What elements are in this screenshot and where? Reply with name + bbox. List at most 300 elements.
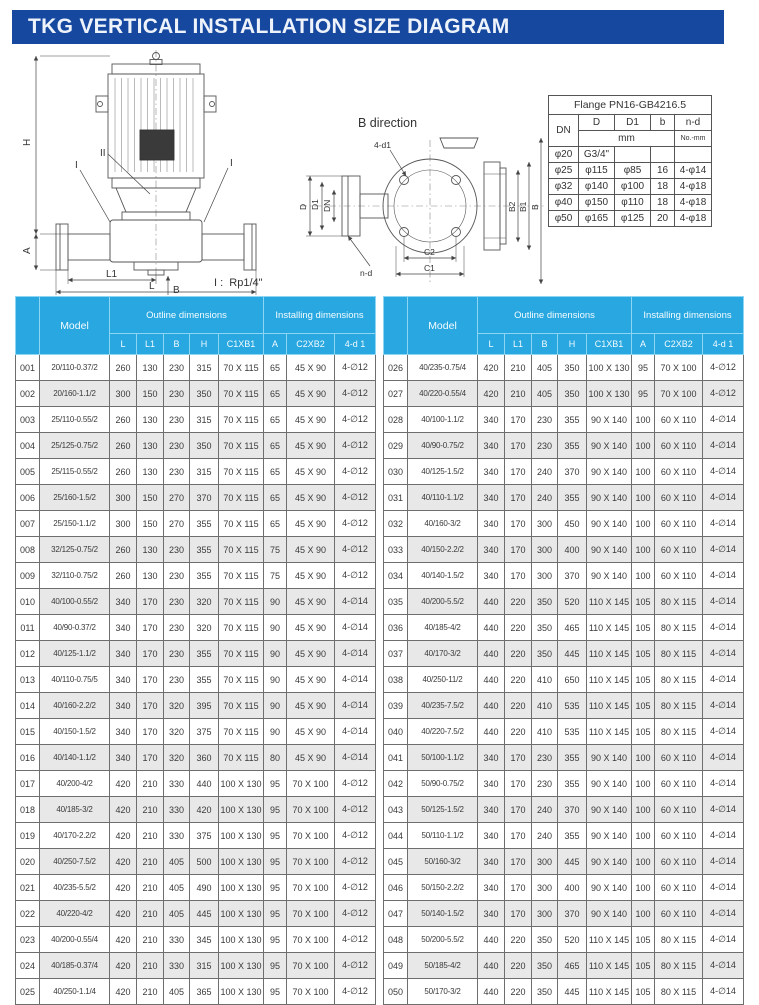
- col-c1xb1: C1XB1: [587, 334, 632, 355]
- dim-b-cell: 320: [164, 693, 190, 719]
- dim-4d1-cell: 4-∅12: [335, 797, 376, 823]
- dim-4d1-cell: 4-∅12: [335, 407, 376, 433]
- dim-l1-cell: 220: [505, 641, 532, 667]
- flange-d-cell: φ165: [579, 211, 615, 227]
- table-row: [16, 875, 376, 901]
- dim-c1xb1-cell: 70 X 115: [219, 745, 264, 771]
- dim-l-cell: 340: [478, 459, 505, 485]
- dim-b-cell: 300: [532, 849, 558, 875]
- row-num-cell: 047: [384, 901, 408, 927]
- dim-l-cell: 420: [110, 849, 137, 875]
- dim-l-cell: 340: [478, 875, 505, 901]
- flange-d1-cell: φ125: [615, 211, 651, 227]
- dim-b-cell: 330: [164, 953, 190, 979]
- dim-l1-cell: 210: [137, 849, 164, 875]
- dim-l1-cell: 220: [505, 953, 532, 979]
- flange-col-nd: n-d: [675, 115, 712, 131]
- dim-c2xb2-cell: 70 X 100: [655, 355, 703, 381]
- dim-l-cell: 260: [110, 563, 137, 589]
- num-column-header: [384, 297, 408, 355]
- model-cell: 20/110-0.37/2: [40, 355, 110, 381]
- model-cell: 40/110-0.75/5: [40, 667, 110, 693]
- dim-4d1-cell: 4-∅14: [703, 433, 744, 459]
- dim-l-cell: 260: [110, 407, 137, 433]
- dim-l-cell: 340: [478, 797, 505, 823]
- dim-4d1-cell: 4-∅14: [703, 693, 744, 719]
- dim-a-cell: 100: [632, 849, 655, 875]
- row-num-cell: 018: [16, 797, 40, 823]
- note-port-i: I : Rp1/4": [214, 277, 263, 289]
- row-num-cell: 036: [384, 615, 408, 641]
- dim-h-cell: 370: [558, 901, 587, 927]
- dim-a-label: A: [22, 247, 33, 254]
- dim-l1-cell: 170: [505, 823, 532, 849]
- dim-h-cell: 400: [558, 875, 587, 901]
- model-cell: 40/250-11/2: [408, 667, 478, 693]
- dim-c1xb1-cell: 100 X 130: [219, 771, 264, 797]
- dim-b-cell: 230: [164, 563, 190, 589]
- table-row: [16, 849, 376, 875]
- row-num-cell: 022: [16, 901, 40, 927]
- dim-h-cell: 350: [558, 355, 587, 381]
- model-cell: 32/110-0.75/2: [40, 563, 110, 589]
- flange-d1-cell: φ85: [615, 163, 651, 179]
- dim-a-cell: 65: [264, 355, 287, 381]
- dim-l1-cell: 220: [505, 615, 532, 641]
- dim-h-cell: 520: [558, 589, 587, 615]
- dim-a-cell: 75: [264, 563, 287, 589]
- dim-h-cell: 350: [190, 381, 219, 407]
- flange-nd-cell: 4-φ18: [675, 195, 712, 211]
- dim-b-cell: 240: [532, 485, 558, 511]
- col-c1xb1: C1XB1: [219, 334, 264, 355]
- model-cell: 40/160-3/2: [408, 511, 478, 537]
- dim-c1xb1-cell: 110 X 145: [587, 667, 632, 693]
- col-l1: L1: [137, 334, 164, 355]
- table-row: [16, 901, 376, 927]
- dim-c1xb1-cell: 70 X 115: [219, 511, 264, 537]
- dim-b-cell: 230: [164, 381, 190, 407]
- table-row: [16, 615, 376, 641]
- dim-c2xb2-cell: 80 X 115: [655, 719, 703, 745]
- col-l: L: [478, 334, 505, 355]
- dim-b-cell: 350: [532, 589, 558, 615]
- dim-h-cell: 395: [190, 693, 219, 719]
- dim-h-cell: 345: [190, 927, 219, 953]
- flange-col-b: b: [651, 115, 675, 131]
- table-row: [384, 719, 744, 745]
- row-num-cell: 025: [16, 979, 40, 1005]
- model-cell: 50/185-4/2: [408, 953, 478, 979]
- table-row: [384, 901, 744, 927]
- dim-b-cell: 405: [532, 381, 558, 407]
- dim-b-cell: 230: [164, 641, 190, 667]
- dim-4d1-cell: 4-∅14: [335, 589, 376, 615]
- table-row: [384, 381, 744, 407]
- flange-dn-cell: φ50: [549, 211, 579, 227]
- dim-4d1-cell: 4-∅12: [335, 953, 376, 979]
- dim-4d1-cell: 4-∅12: [335, 823, 376, 849]
- dim-l1-cell: 220: [505, 927, 532, 953]
- dim-c2xb2-cell: 60 X 110: [655, 797, 703, 823]
- row-num-cell: 017: [16, 771, 40, 797]
- dim-l-cell: 260: [110, 433, 137, 459]
- spec-table-left-container: [15, 296, 376, 1005]
- dim-c1xb1-cell: 70 X 115: [219, 667, 264, 693]
- dim-c1xb1-cell: 70 X 115: [219, 693, 264, 719]
- dim-l-cell: 440: [478, 615, 505, 641]
- table-row: [16, 433, 376, 459]
- dim-l1-cell: 170: [505, 901, 532, 927]
- table-row: [384, 563, 744, 589]
- model-column-header: Model: [408, 297, 478, 355]
- outline-dimensions-header: Outline dimensions: [110, 297, 264, 334]
- dim-h-cell: 375: [190, 719, 219, 745]
- row-num-cell: 028: [384, 407, 408, 433]
- model-cell: 40/90-0.75/2: [408, 433, 478, 459]
- dim-c2xb2-cell: 70 X 100: [287, 979, 335, 1005]
- row-num-cell: 016: [16, 745, 40, 771]
- dim-c2xb2-cell: 60 X 110: [655, 563, 703, 589]
- flange-col-d1: D1: [615, 115, 651, 131]
- dim-c1-label: C1: [424, 263, 435, 273]
- flange-nd-cell: [675, 147, 712, 163]
- model-cell: 50/100-1.1/2: [408, 745, 478, 771]
- model-cell: 50/200-5.5/2: [408, 927, 478, 953]
- flange-d1-cell: [615, 147, 651, 163]
- model-cell: 40/90-0.37/2: [40, 615, 110, 641]
- row-num-cell: 006: [16, 485, 40, 511]
- dim-c2xb2-cell: 45 X 90: [287, 433, 335, 459]
- dim-c1xb1-cell: 110 X 145: [587, 927, 632, 953]
- dim-l-cell: 340: [478, 485, 505, 511]
- flange-dn-cell: φ40: [549, 195, 579, 211]
- dim-4d1-cell: 4-∅14: [703, 745, 744, 771]
- flange-unit-nd: No.-mm: [675, 131, 712, 147]
- dim-l-cell: 440: [478, 667, 505, 693]
- flange-col-dn: DN: [549, 115, 579, 147]
- dim-l1-cell: 130: [137, 537, 164, 563]
- dim-c1xb1-cell: 70 X 115: [219, 615, 264, 641]
- dim-4d1-cell: 4-∅14: [703, 615, 744, 641]
- dim-c2xb2-cell: 45 X 90: [287, 485, 335, 511]
- dim-l1-cell: 170: [505, 849, 532, 875]
- table-row: [384, 927, 744, 953]
- flange-d-cell: G3/4": [579, 147, 615, 163]
- row-num-cell: 010: [16, 589, 40, 615]
- model-cell: 50/170-3/2: [408, 979, 478, 1005]
- dim-c2xb2-cell: 70 X 100: [287, 797, 335, 823]
- dim-4d1-cell: 4-∅14: [703, 927, 744, 953]
- dim-l1-cell: 210: [505, 355, 532, 381]
- dim-4d1-cell: 4-∅14: [703, 875, 744, 901]
- dim-l1-cell: 170: [505, 875, 532, 901]
- dim-l1-cell: 170: [505, 771, 532, 797]
- dim-c1xb1-cell: 70 X 115: [219, 641, 264, 667]
- model-cell: 40/235-5.5/2: [40, 875, 110, 901]
- flange-d-cell: φ140: [579, 179, 615, 195]
- dim-l1-cell: 170: [505, 537, 532, 563]
- dim-h-cell: 445: [558, 849, 587, 875]
- dim-4d1-cell: 4-∅12: [335, 511, 376, 537]
- row-num-cell: 033: [384, 537, 408, 563]
- dim-l-cell: 440: [478, 693, 505, 719]
- table-row: [384, 615, 744, 641]
- dim-b-cell: 230: [164, 433, 190, 459]
- dim-b-cell: 230: [532, 745, 558, 771]
- row-num-cell: 035: [384, 589, 408, 615]
- dim-b-cell: 410: [532, 667, 558, 693]
- label-ii: II: [100, 148, 106, 159]
- pump-body-lines: [56, 50, 256, 275]
- table-row: [16, 537, 376, 563]
- dim-b-cell: 405: [164, 901, 190, 927]
- dim-a-cell: 90: [264, 667, 287, 693]
- dim-b-cell: 230: [164, 589, 190, 615]
- dim-c2xb2-cell: 70 X 100: [287, 771, 335, 797]
- model-cell: 40/200-5.5/2: [408, 589, 478, 615]
- dim-c1xb1-cell: 90 X 140: [587, 407, 632, 433]
- dim-l-cell: 440: [478, 927, 505, 953]
- row-num-cell: 048: [384, 927, 408, 953]
- table-row: [16, 563, 376, 589]
- dim-b-cell: 230: [164, 355, 190, 381]
- dim-b1-label: B1: [518, 201, 528, 212]
- table-row: [16, 511, 376, 537]
- dim-4d1-cell: 4-∅12: [335, 979, 376, 1005]
- dim-l-cell: 340: [478, 563, 505, 589]
- dim-c2xb2-cell: 80 X 115: [655, 615, 703, 641]
- dim-c1xb1-cell: 90 X 140: [587, 901, 632, 927]
- dim-h-cell: 355: [190, 667, 219, 693]
- flange-dn-cell: φ20: [549, 147, 579, 163]
- col-h: H: [190, 334, 219, 355]
- dim-b-cell: 230: [164, 537, 190, 563]
- dim-c1xb1-cell: 100 X 130: [219, 927, 264, 953]
- dim-c1xb1-cell: 110 X 145: [587, 589, 632, 615]
- dim-a-cell: 105: [632, 927, 655, 953]
- dim-4d1-cell: 4-∅14: [335, 641, 376, 667]
- dim-c2xb2-cell: 80 X 115: [655, 927, 703, 953]
- dim-c2xb2-cell: 45 X 90: [287, 589, 335, 615]
- dim-b-cell: 405: [532, 355, 558, 381]
- row-num-cell: 003: [16, 407, 40, 433]
- dim-4d1-cell: 4-∅12: [335, 459, 376, 485]
- dim-4d1-cell: 4-∅12: [335, 849, 376, 875]
- dim-l1-cell: 170: [505, 797, 532, 823]
- dim-l-cell: 300: [110, 511, 137, 537]
- row-num-cell: 029: [384, 433, 408, 459]
- dim-c1xb1-cell: 70 X 115: [219, 719, 264, 745]
- dim-4d1-cell: 4-∅14: [703, 979, 744, 1005]
- dim-c1xb1-cell: 110 X 145: [587, 641, 632, 667]
- dim-l1-cell: 170: [505, 511, 532, 537]
- dim-a-cell: 100: [632, 485, 655, 511]
- dim-a-cell: 100: [632, 433, 655, 459]
- flange-unit-mm: mm: [579, 131, 675, 147]
- dim-c2xb2-cell: 45 X 90: [287, 693, 335, 719]
- dim-l-label: L: [149, 281, 155, 292]
- holes-annotation: 4-d1: [374, 140, 392, 150]
- dim-a-cell: 105: [632, 667, 655, 693]
- dim-c1xb1-cell: 90 X 140: [587, 537, 632, 563]
- flange-table-row: [549, 211, 712, 227]
- table-row: [16, 485, 376, 511]
- model-cell: 40/140-1.5/2: [408, 563, 478, 589]
- model-cell: 50/90-0.75/2: [408, 771, 478, 797]
- dim-c1xb1-cell: 90 X 140: [587, 771, 632, 797]
- dim-c1xb1-cell: 110 X 145: [587, 719, 632, 745]
- dim-b-cell: 405: [164, 849, 190, 875]
- row-num-cell: 042: [384, 771, 408, 797]
- row-num-cell: 046: [384, 875, 408, 901]
- dim-4d1-cell: 4-∅12: [335, 537, 376, 563]
- dim-b-cell: 405: [164, 979, 190, 1005]
- dim-l1-cell: 170: [505, 407, 532, 433]
- dim-b-cell: 330: [164, 823, 190, 849]
- model-cell: 40/160-2.2/2: [40, 693, 110, 719]
- dim-4d1-cell: 4-∅14: [703, 407, 744, 433]
- row-num-cell: 020: [16, 849, 40, 875]
- dim-l1-cell: 210: [137, 953, 164, 979]
- dim-c2xb2-cell: 80 X 115: [655, 641, 703, 667]
- dim-b-cell: 350: [532, 641, 558, 667]
- dim-c2-label: C2: [424, 247, 435, 257]
- dim-4d1-cell: 4-∅12: [335, 485, 376, 511]
- dim-h-cell: 375: [190, 823, 219, 849]
- table-row: [384, 537, 744, 563]
- dim-b-cell: 320: [164, 745, 190, 771]
- table-row: [16, 953, 376, 979]
- dim-l1-cell: 150: [137, 511, 164, 537]
- dim-c2xb2-cell: 45 X 90: [287, 381, 335, 407]
- dim-c1xb1-cell: 110 X 145: [587, 693, 632, 719]
- model-cell: 40/220-0.55/4: [408, 381, 478, 407]
- dim-b-cell: 230: [164, 615, 190, 641]
- dim-h-cell: 355: [558, 433, 587, 459]
- dim-l1-cell: 210: [137, 875, 164, 901]
- model-cell: 40/200-4/2: [40, 771, 110, 797]
- flange-table-title: Flange PN16-GB4216.5: [549, 96, 712, 115]
- dim-l1-label: L1: [106, 269, 118, 280]
- dim-l-cell: 340: [478, 745, 505, 771]
- dim-l1-cell: 210: [505, 381, 532, 407]
- dim-b-cell: 350: [532, 979, 558, 1005]
- dim-4d1-cell: 4-∅14: [703, 771, 744, 797]
- nd-annotation: n-d: [360, 268, 373, 278]
- dim-h-cell: 445: [190, 901, 219, 927]
- dim-b-cell: 300: [532, 875, 558, 901]
- dim-c2xb2-cell: 45 X 90: [287, 745, 335, 771]
- table-row: [384, 979, 744, 1005]
- dim-4d1-cell: 4-∅14: [335, 745, 376, 771]
- flange-table-row: [549, 163, 712, 179]
- model-cell: 50/125-1.5/2: [408, 797, 478, 823]
- dim-b-cell: 230: [164, 407, 190, 433]
- col-b: B: [164, 334, 190, 355]
- flange-dn-cell: φ32: [549, 179, 579, 195]
- dim-l-cell: 420: [110, 771, 137, 797]
- dim-a-cell: 100: [632, 823, 655, 849]
- dim-h-cell: 490: [190, 875, 219, 901]
- dim-l1-cell: 130: [137, 563, 164, 589]
- dim-4d1-cell: 4-∅12: [335, 381, 376, 407]
- dim-4d1-cell: 4-∅12: [703, 355, 744, 381]
- col-a: A: [632, 334, 655, 355]
- dim-c2xb2-cell: 80 X 115: [655, 979, 703, 1005]
- dim-a-cell: 100: [632, 771, 655, 797]
- model-cell: 40/170-3/2: [408, 641, 478, 667]
- dim-4d1-cell: 4-∅12: [335, 433, 376, 459]
- model-cell: 20/160-1.1/2: [40, 381, 110, 407]
- row-num-cell: 024: [16, 953, 40, 979]
- dim-h-cell: 315: [190, 953, 219, 979]
- spec-table-right-container: [383, 296, 744, 1005]
- dim-h-cell: 370: [558, 797, 587, 823]
- table-row: [384, 511, 744, 537]
- dim-d-label: D: [298, 203, 308, 210]
- table-row: [384, 641, 744, 667]
- flange-b-cell: 20: [651, 211, 675, 227]
- dim-4d1-cell: 4-∅12: [335, 563, 376, 589]
- model-cell: 50/160-3/2: [408, 849, 478, 875]
- dim-l1-cell: 150: [137, 485, 164, 511]
- model-cell: 40/140-1.1/2: [40, 745, 110, 771]
- dim-l-cell: 340: [110, 745, 137, 771]
- dim-b-cell: 270: [164, 485, 190, 511]
- flange-nd-cell: 4-φ18: [675, 179, 712, 195]
- dim-l-cell: 340: [478, 537, 505, 563]
- dim-a-cell: 95: [632, 381, 655, 407]
- dim-l1-cell: 130: [137, 355, 164, 381]
- dim-c2xb2-cell: 45 X 90: [287, 563, 335, 589]
- dim-l-cell: 420: [478, 355, 505, 381]
- model-cell: 40/150-1.5/2: [40, 719, 110, 745]
- dim-l-cell: 420: [110, 875, 137, 901]
- dim-c2xb2-cell: 60 X 110: [655, 407, 703, 433]
- table-row: [16, 589, 376, 615]
- dim-l1-cell: 130: [137, 433, 164, 459]
- row-num-cell: 002: [16, 381, 40, 407]
- dim-c1xb1-cell: 110 X 145: [587, 615, 632, 641]
- dim-b-cell: 230: [532, 771, 558, 797]
- dim-a-cell: 65: [264, 511, 287, 537]
- dim-b-cell: 240: [532, 459, 558, 485]
- installing-dimensions-header: Installing dimensions: [632, 297, 744, 334]
- flange-table-row: [549, 195, 712, 211]
- dim-c2xb2-cell: 45 X 90: [287, 459, 335, 485]
- model-cell: 40/235-0.75/4: [408, 355, 478, 381]
- dim-l-cell: 300: [110, 381, 137, 407]
- dim-h-cell: 315: [190, 355, 219, 381]
- dim-c1xb1-cell: 110 X 145: [587, 979, 632, 1005]
- dim-c2xb2-cell: 60 X 110: [655, 849, 703, 875]
- model-cell: 25/115-0.55/2: [40, 459, 110, 485]
- dim-c1xb1-cell: 100 X 130: [219, 823, 264, 849]
- dim-c2xb2-cell: 70 X 100: [287, 849, 335, 875]
- dim-4d1-cell: 4-∅14: [703, 589, 744, 615]
- model-cell: 40/110-1.1/2: [408, 485, 478, 511]
- dim-c1xb1-cell: 70 X 115: [219, 355, 264, 381]
- dim-b-cell: 300: [532, 901, 558, 927]
- dim-4d1-cell: 4-∅12: [703, 381, 744, 407]
- dim-c1xb1-cell: 100 X 130: [587, 355, 632, 381]
- dim-a-cell: 100: [632, 797, 655, 823]
- model-cell: 40/100-0.55/2: [40, 589, 110, 615]
- flange-table-row: [549, 179, 712, 195]
- row-num-cell: 007: [16, 511, 40, 537]
- dim-c1xb1-cell: 70 X 115: [219, 563, 264, 589]
